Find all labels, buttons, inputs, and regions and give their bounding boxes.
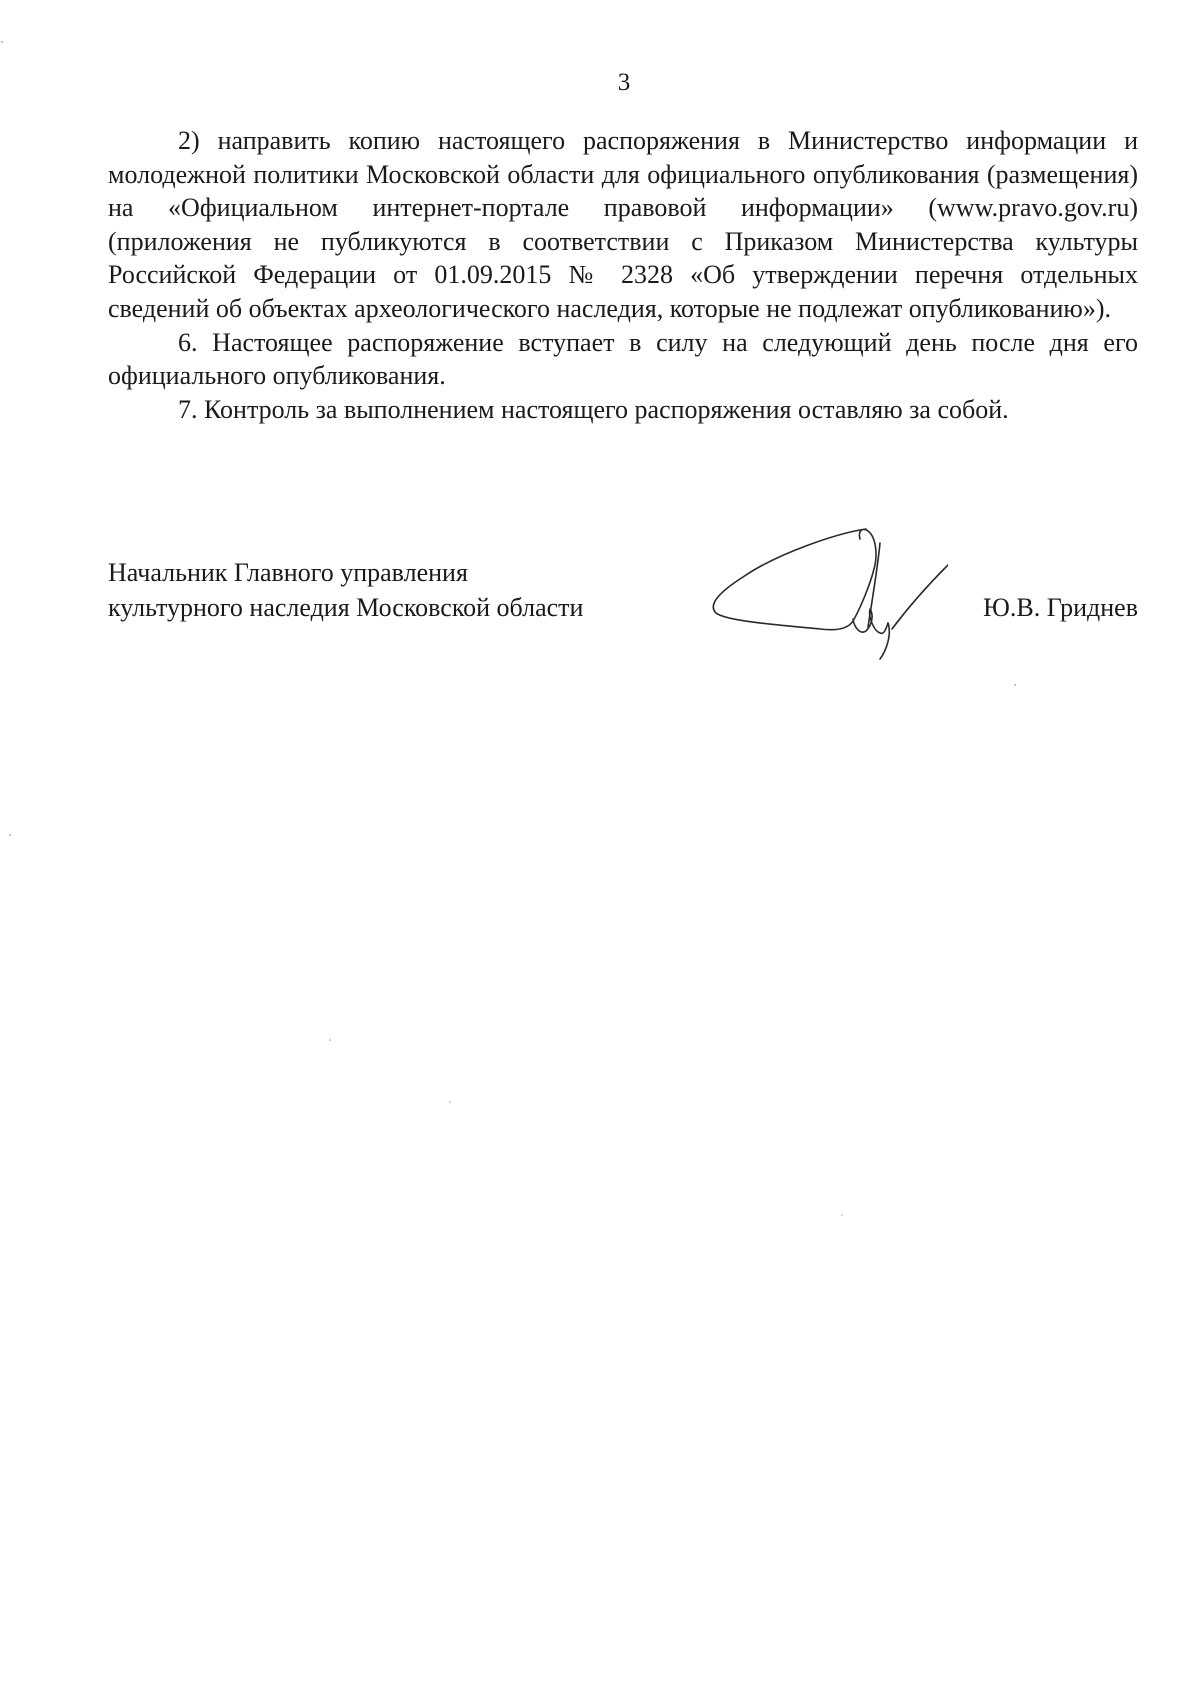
handwritten-signature xyxy=(648,525,948,685)
paragraph-effective-date: 6. Настоящее распоряжение вступает в силу на следующий день после дня его официального опубликования. xyxy=(108,327,1138,391)
signer-title: Начальник Главного управления культурного наследия Московской области xyxy=(108,558,584,622)
signature-block xyxy=(108,555,1138,665)
page-number: 3 xyxy=(617,69,631,96)
signer-name: Ю.В. Гриднев xyxy=(983,593,1138,622)
paragraph-control: 7. Контроль за выполнением настоящего распоряжения оставляю за собой. xyxy=(178,394,1009,424)
document-body xyxy=(108,124,1138,426)
paragraph-publication: 2) направить копию настоящего распоряжения в Министерство информации и молодежной политики Московской области для официального опубликования (размещения) на «Официальном интернет-портале правовой информации» (www.pravo.gov.ru) (приложения не публикуются в соответствии с Приказом Министерства культуры Российской Федерации от 01.09.2015 № 2328 «Об утверждении перечня отдельных сведений об объектах археологического наследия, которые не подлежат опубликованию»). xyxy=(108,126,1138,323)
